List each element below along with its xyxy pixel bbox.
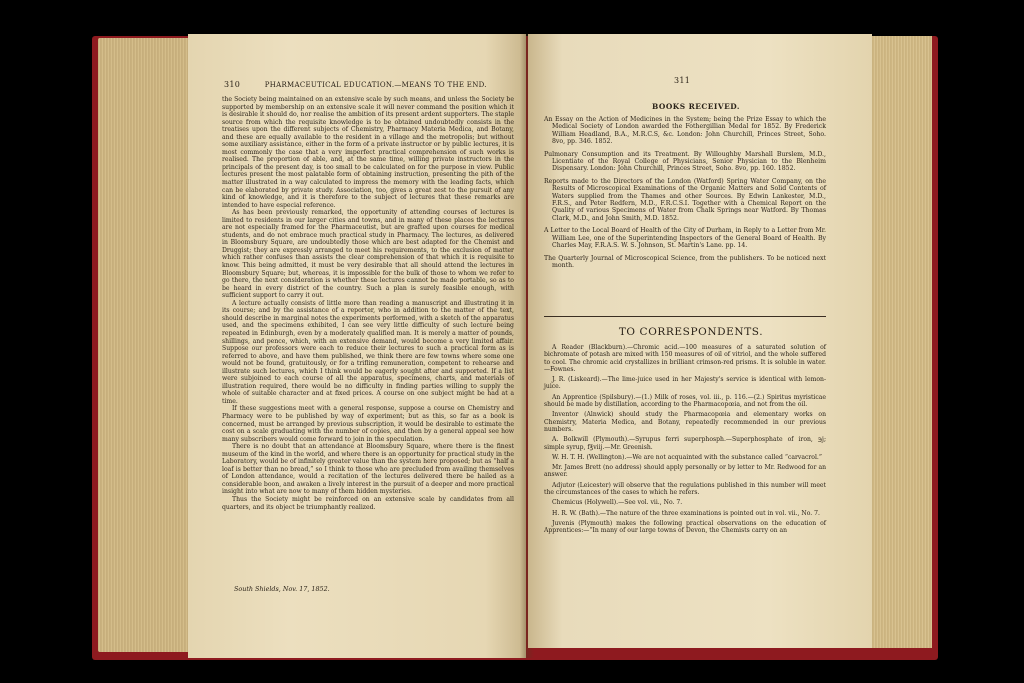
paragraph: As has been previously remarked, the opportunity of attending courses of lectures is limited to residents in our larger cities and towns, and in many of these places the lectures are not especially framed for the Pharmaceutist, but are grafted upon courses for medical students, and do not embrace much practical study in Pharmacy. The lectures, as delivered in Bloomsbury Square, are undoubtedly those which are best adapted for the Chemist and Druggist; they are expressly arranged to meet his requirements, to the exclusion of matter which rather confuses than assists the clear comprehension of that which it is requisite to know. This being admitted, it must be very desirable that all should attend the lectures in Bloomsbury Square; but, whereas, it is impossible for the bulk of those to whom we refer to go there, the next consideration is whether these lectures cannot be made portable, so as to be heard in every district of the country. Such a plan is surely feasible enough, with sufficient support to carry it out. [222, 209, 514, 300]
left-body-text [222, 96, 514, 511]
list-item: H. R. W. (Bath).—The nature of the three examinations is pointed out in vol. vii., No. 7. [552, 509, 820, 517]
correspondents-list [544, 344, 826, 538]
paragraph: If these suggestions meet with a general response, suppose a course on Chemistry and Pharmacy were to be published by way of experiment; but as this, so far as a book is concerned, must be arranged by previous subscription, it would be desirable to estimate the cost on a scale graduating with the number of copies, and then by a general appeal see how many subscribers would come forward to join in the speculation. [222, 405, 514, 443]
paragraph: A lecture actually consists of little more than reading a manuscript and illustrating it in its course; and by the assistance of a reporter, who in addition to the matter of the text, should describe in marginal notes the experiments performed, with a sketch of the apparatus used, and the specimens exhibited, I can see very little difficulty of such lecture being repeated in Edinburgh, even by a moderately qualified man. It is merely a matter of pounds, shillings, and pence, which, with an extensive demand, would become a very limited affair. Suppose our professors were each to reduce their lectures to such a practical form as is referred to above, and have them published, we think there are few towns where some one would not be found, gratuitously, or for a trifling remuneration, competent to rehearse and illustrate such lectures, which I think would be eagerly sought after and supported. If a list were subjoined to each course of all the apparatus, specimens, charts, and materials of illustration required, there would be no difficulty in finding parties willing to supply the whole of suitable character and at fixed prices. A course on one subject might be had at a time. [222, 299, 514, 405]
list-item: A Letter to the Local Board of Health of the City of Durham, in Reply to a Letter from Mr. William Lee, one of the Superintending Inspectors of the General Board of Health. By Charles May, F.R.A.S. W. S. Johnson, St. Martin's Lane. pp. 14. [544, 227, 826, 250]
left-signature: South Shields, Nov. 17, 1852. [234, 585, 330, 593]
list-item: Juvenis (Plymouth) makes the following practical observations on the education of Apprentices:—“In many of our large towns of Devon, the Chemists carry on an [544, 519, 826, 535]
list-item: An Essay on the Action of Medicines in the System; being the Prize Essay to which the Medical Society of London awarded the Fothergillian Medal for 1852. By Frederick William Headland, B.A., M.R.C.S, &c. London: John Churchill, Princes Street, Soho. 8vo, pp. 346. 1852. [544, 116, 826, 146]
right-page-number: 311 [674, 76, 691, 85]
left-page-number: 310 [224, 80, 241, 89]
paragraph: There is no doubt that an attendance at Bloomsbury Square, where there is the finest museum of the kind in the world, and where there is an opportunity for practical study in the Laboratory, would be of infinitely greater value than the system here proposed; but as “half a loaf is better than no bread,” so I think to those who are precluded from availing themselves of London attendance, would a recitation of the lectures delivered there be hailed as a considerable boon, and awaken a lively interest in the pursuit of a deeper and more practical insight into what are now to many of them hidden mysteries. [222, 443, 514, 496]
list-item: Adjutor (Leicester) will observe that the regulations published in this number will meet the circumstances of the cases to which he refers. [544, 481, 826, 497]
paragraph: Thus the Society might be reinforced on an extensive scale by candidates from all quarters, and its object be triumphantly realized. [222, 495, 514, 511]
list-item: A Reader (Blackburn).—Chromic acid.—100 measures of a saturated solution of bichromate of potash are mixed with 150 measures of oil of vitriol, and the whole suffered to cool. The chromic acid crystallizes in brilliant crimson-red prisms. It is soluble in water.—Fownes. [544, 344, 826, 373]
right-page [528, 34, 872, 648]
list-item: W. H. T. H. (Wellington).—We are not acquainted with the substance called “carvacrol.” [552, 453, 822, 461]
list-item: Inventor (Alnwick) should study the Pharmacopœia and elementary works on Chemistry, Materia Medica, and Botany, repeatedly recommended in our previous numbers. [544, 411, 826, 433]
page-edges-left [98, 38, 190, 652]
list-item: The Quarterly Journal of Microscopical Science, from the publishers. To be noticed next month. [544, 254, 826, 269]
left-page [188, 34, 526, 658]
list-item: Reports made to the Directors of the London (Watford) Spring Water Company, on the Results of Microscopical Examinations of the Organic Matters and Solid Contents of Waters supplied from the Thames and other Sources. By Edwin Lankester, M.D., F.R.S., and Peter Redfern, M.D., F.R.C.S.I. Together with a Chemical Report on the Quality of various Specimens of Water from Chalk Springs near Watford. By Thomas Clark, M.D., and John Smith, M.D. 1852. [544, 177, 826, 222]
left-running-title: PHARMACEUTICAL EDUCATION.—MEANS TO THE END. [264, 81, 487, 89]
left-running-head [224, 80, 487, 89]
list-item: An Apprentice (Spilsbury).—(1.) Milk of roses, vol. iii., p. 116.—(2.) Spiritus myristicae should be made by distillation, according to the Pharmacopœia, and not from the oil. [544, 393, 826, 409]
section-divider [544, 316, 826, 317]
list-item: Mr. James Brett (no address) should apply personally or by letter to Mr. Redwood for an answer. [544, 464, 826, 479]
books-received-list [544, 116, 826, 274]
correspondents-heading: TO CORRESPONDENTS. [618, 326, 764, 338]
list-item: J. R. (Liskeard).—The lime-juice used in her Majesty's service is identical with lemon-juice. [544, 376, 826, 391]
list-item: Pulmonary Consumption and its Treatment. By Willoughby Marshall Burslem, M.D., Licentiate of the Royal College of Physicians, Senior Physician to the Blenheim Dispensary. London: John Churchill, Princes Street, Soho. 8vo, pp. 160. 1852. [544, 150, 826, 173]
page-edges-right [870, 36, 932, 648]
books-received-heading: BOOKS RECEIVED. [652, 102, 740, 111]
paragraph: the Society being maintained on an extensive scale by such means, and unless the Society be supported by membership on an extensive scale it will never command the position which it is desirable it should do, nor realise the ambition of its present ardent supporters. The staple source from which the requisite knowledge is to be obtained undoubtedly consists in the treatises upon the different subjects of Chemistry, Pharmacy Materia Medica, and Botany, and these are equally available to the resident in a village and the metropolis; but without some auxiliary assistance, either in the form of a private instructor or by public lectures, it is most commonly the case that a very imperfect practical comprehension of such works is realised. The proportion of able, and, at the same time, willing private instructors in the principals of the present day, is too small to be calculated on for the purpose in view. Public lectures present the most palatable form of obtaining instruction, presenting the pith of the matter illustrated in a way calculated to impress the memory with the leading facts, which can be elaborated by private study. Association, too, gives a great zest to the pursuit of any kind of knowledge, and it is therefore to the subject of lectures that these remarks are intended to have especial reference. [222, 96, 514, 209]
list-item: A. Bolkwill (Plymouth).—Syrupus ferri superphosph.—Superphosphate of iron, ℈j; simple syrup, f℥viij.—Mr. Greenish. [544, 436, 826, 451]
list-item: Chemicus (Holywell).—See vol. vii., No. 7. [552, 499, 683, 507]
